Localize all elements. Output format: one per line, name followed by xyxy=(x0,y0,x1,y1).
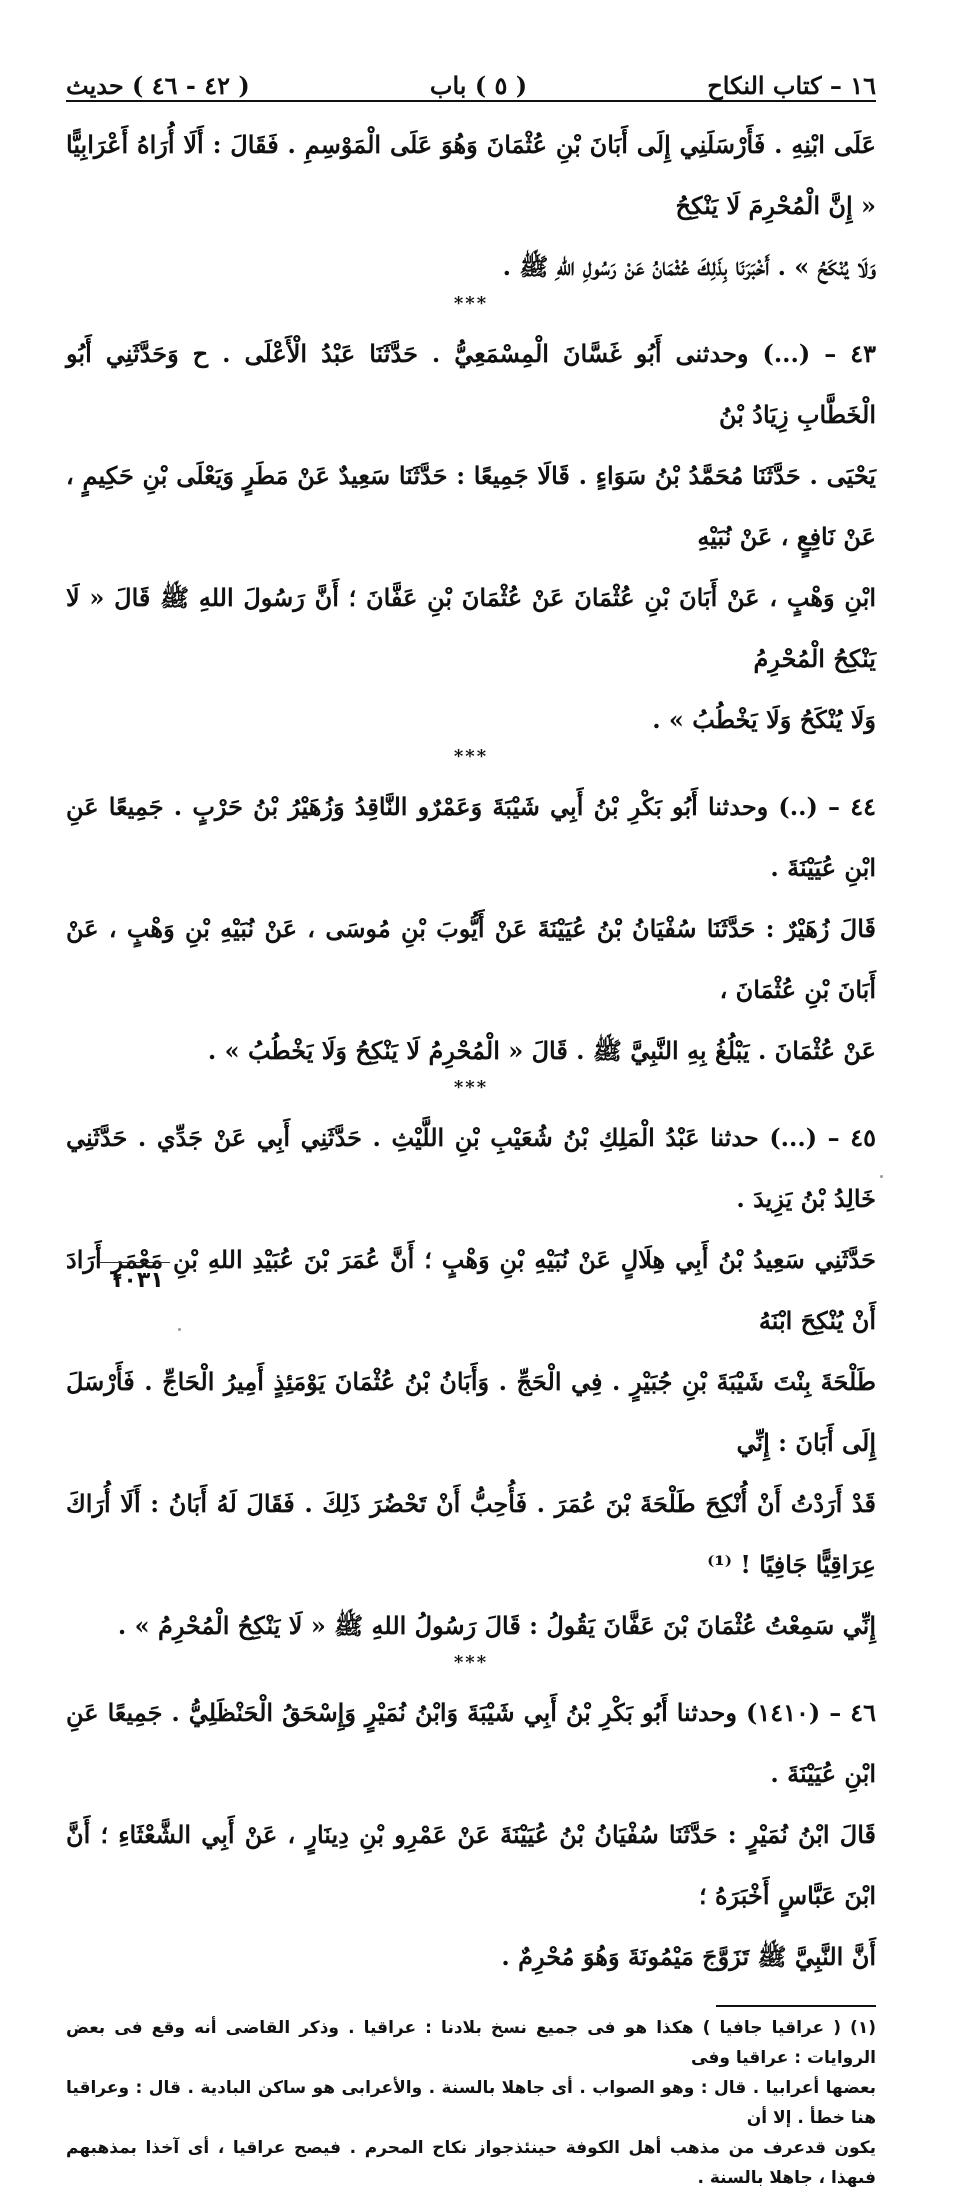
text-line: عَنْ عُثْمَانَ . يَبْلُغُ بِهِ النَّبِيَّ ﷺ . قَالَ « الْمُحْرِمُ لَا يَنْكِحُ وَلَا يَخْطُبُ » . xyxy=(207,1036,876,1065)
text-line: إِنِّي سَمِعْتُ عُثْمَانَ بْنَ عَفَّانَ يَقُولُ : قَالَ رَسُولُ اللهِ ﷺ « لَا يَنْكِحُ الْمُحْرِمُ » . xyxy=(117,1611,876,1640)
text-line: ٤٣ – (...) وحدثنى أَبُو غَسَّانَ الْمِسْمَعِيُّ . حَدَّثَنَا عَبْدُ الْأَعْلَى . ح وَحَدَّثَنِي أَبُو الْخَطَّابِ زِيَادُ بْنُ xyxy=(66,339,877,429)
text-line: عَلَى ابْنِهِ . فَأَرْسَلَنِي إِلَى أَبَانَ بْنِ عُثْمَانَ وَهُوَ عَلَى الْمَوْسِمِ . فَقَالَ : أَلَا أُرَاهُ أَعْرَابِيًّا « إِنَّ الْمُحْرِمَ لَا يَنْكِحُ xyxy=(66,130,876,220)
footnote xyxy=(66,2013,876,2193)
text-line: طَلْحَةَ بِنْتَ شَيْبَةَ بْنِ جُبَيْرٍ . فِي الْحَجِّ . وَأَبَانُ بْنُ عُثْمَانَ يَوْمَئِذٍ أَمِيرُ الْحَاجِّ . فَأَرْسَلَ إِلَى أَبَانَ : إِنِّي xyxy=(66,1367,876,1457)
text-line: وَلَا يُنْكَحُ » . أَخْبَرَنَا بِذَلِكَ عُثْمَانُ عَنْ رَسُولِ اللهِ ﷺ . xyxy=(502,252,876,281)
text-line: ٤٤ – (..) وحدثنا أَبُو بَكْرِ بْنُ أَبِي شَيْبَةَ وَعَمْرٌو النَّاقِدُ وَزُهَيْرُ بْنُ حَرْبٍ . جَمِيعًا عَنِ ابْنِ عُيَيْنَةَ . xyxy=(66,792,876,882)
hadith-text xyxy=(66,114,876,297)
footnote-line: (١) ( عراقيا جافيا ) هكذا هو فى جميع نسخ بلادنا : عراقيا . وذكر القاضى أنه وقع فى بعض الروايات : عراقيا وفى xyxy=(66,2018,876,2068)
header-book-title: ١٦ – كتاب النكاح xyxy=(707,71,876,100)
hadith-continuation xyxy=(66,114,876,297)
text-line: ٤٥ – (...) حدثنا عَبْدُ الْمَلِكِ بْنُ شُعَيْبِ بْنِ اللَّيْثِ . حَدَّثَنِي أَبِي عَنْ جَدِّي . حَدَّثَنِي خَالِدُ بْنُ يَزِيدَ . xyxy=(66,1123,876,1213)
header-chapter: ( ٥ ) باب xyxy=(429,71,528,100)
hadith-45 xyxy=(66,1107,876,1656)
page-number-divider xyxy=(100,1262,170,1263)
section-separator: *** xyxy=(453,1077,489,1098)
text-line: ٤٦ – (١٤١٠) وحدثنا أَبُو بَكْرِ بْنُ أَبِي شَيْبَةَ وَابْنُ نُمَيْرٍ وَإِسْحَقُ الْحَنْظَلِيُّ . جَمِيعًا عَنِ ابْنِ عُيَيْنَةَ . xyxy=(66,1698,876,1788)
text-line: أَنَّ النَّبِيَّ ﷺ تَزَوَّجَ مَيْمُونَةَ وَهُوَ مُحْرِمٌ . xyxy=(501,1942,876,1971)
footnote-divider xyxy=(716,2005,876,2007)
text-line: قَالَ زُهَيْرٌ : حَدَّثَنَا سُفْيَانُ بْنُ عُيَيْنَةَ عَنْ أَيُّوبَ بْنِ مُوسَى ، عَنْ نُبَيْهِ بْنِ وَهْبٍ ، عَنْ أَبَانَ بْنِ عُثْمَانَ ، xyxy=(66,914,876,1004)
footnote-line: بعضها أعرابيا . قال : وهو الصواب . أى جاهلا بالسنة . والأعرابى هو ساكن البادية . قال : وعراقيا هنا خطأ . إلا أن xyxy=(66,2078,876,2128)
hadith-43 xyxy=(66,323,876,750)
header-hadith-range: ( ٤٢ - ٤٦ ) حديث xyxy=(66,71,250,100)
hadith-text xyxy=(66,776,876,1081)
page xyxy=(66,56,876,2193)
page-header xyxy=(66,56,876,102)
section-separator: *** xyxy=(453,293,489,314)
text-line: ابْنِ وَهْبٍ ، عَنْ أَبَانَ بْنِ عُثْمَانَ عَنْ عُثْمَانَ بْنِ عَفَّانَ ؛ أَنَّ رَسُولَ اللهِ ﷺ قَالَ « لَا يَنْكِحُ الْمُحْرِمُ xyxy=(66,583,876,673)
text-line: قَالَ ابْنُ نُمَيْرٍ : حَدَّثَنَا سُفْيَانُ بْنُ عُيَيْنَةَ عَنْ عَمْرِو بْنِ دِينَارٍ ، عَنْ أَبِي الشَّعْثَاءِ ؛ أَنَّ ابْنَ عَبَّاسٍ أَخْبَرَهُ ؛ xyxy=(66,1820,876,1910)
text-line: يَحْيَى . حَدَّثَنَا مُحَمَّدُ بْنُ سَوَاءٍ . قَالَا جَمِيعًا : حَدَّثَنَا سَعِيدٌ عَنْ مَطَرٍ وَيَعْلَى بْنِ حَكِيمٍ ، عَنْ نَافِعٍ ، عَنْ نُبَيْهِ xyxy=(66,461,876,551)
scan-speck xyxy=(880,1175,883,1178)
footnote-line: يكون قدعرف من مذهب أهل الكوفة حينئذجواز نكاح المحرم . فيصح عراقيا ، أى آخذا بمذهبهم فىهذا ، جاهلا بالسنة . xyxy=(66,2138,876,2188)
hadith-text xyxy=(66,1107,876,1656)
hadith-text xyxy=(66,1682,876,1987)
text-line: حَدَّثَنِي سَعِيدُ بْنُ أَبِي هِلَالٍ عَنْ نُبَيْهِ بْنِ وَهْبٍ ؛ أَنَّ عُمَرَ بْنَ عُبَيْدِ اللهِ بْنِ مَعْمَرٍ أَرَادَ أَنْ يُنْكِحَ ابْنَهُ xyxy=(66,1245,876,1335)
text-line: وَلَا يُنْكَحُ وَلَا يَخْطُبُ » . xyxy=(652,705,876,734)
text-line: قَدْ أَرَدْتُ أَنْ أُنْكِحَ طَلْحَةَ بْنَ عُمَرَ . فَأُحِبُّ أَنْ تَحْضُرَ ذَلِكَ . فَقَالَ لَهُ أَبَانُ : أَلَا أُرَاكَ عِرَاقِيًّا جَافِيًا ! ⁽¹⁾ xyxy=(66,1489,876,1579)
hadith-text xyxy=(66,323,876,750)
page-number: ١٠٣١ xyxy=(110,1268,164,1293)
hadith-44 xyxy=(66,776,876,1081)
scan-speck xyxy=(178,1328,181,1331)
section-separator: *** xyxy=(453,1652,489,1673)
hadith-46 xyxy=(66,1682,876,1987)
section-separator: *** xyxy=(453,746,489,767)
